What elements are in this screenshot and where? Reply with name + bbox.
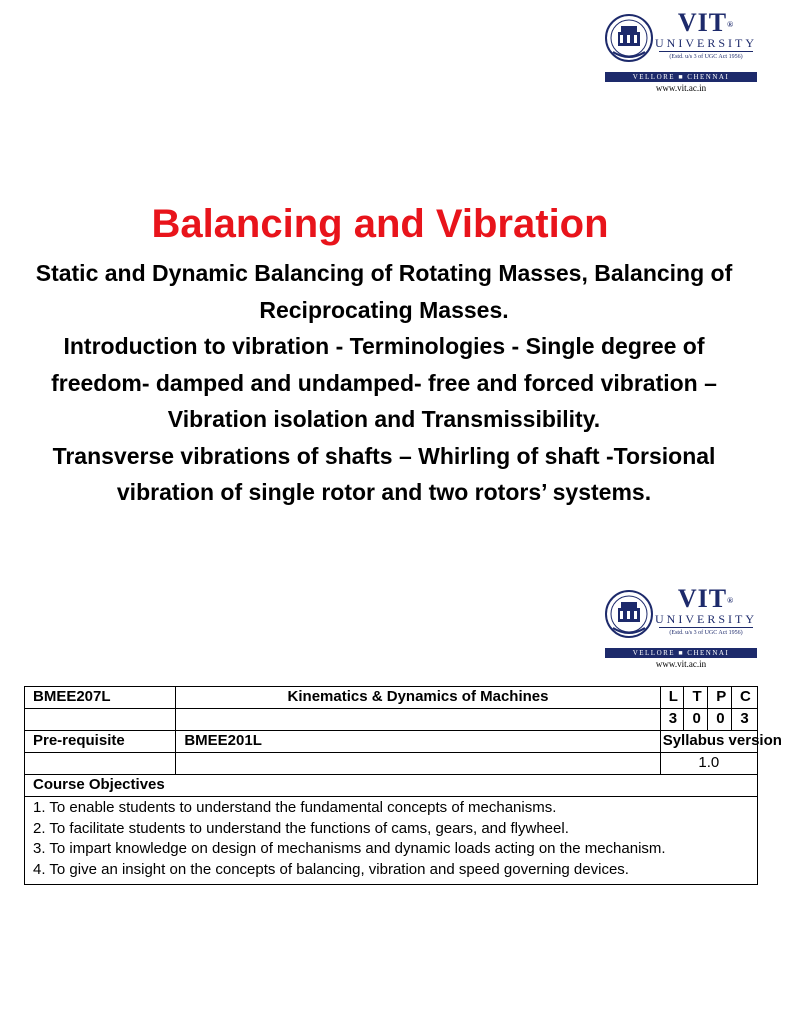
table-row <box>25 687 758 709</box>
objective-item: 3. To impart knowledge on design of mechanisms and dynamic loads acting on the mechanism. <box>33 840 666 857</box>
logo-subtitle: UNIVERSITY <box>655 36 757 50</box>
logo-established: (Estd. u/s 3 of UGC Act 1956) <box>659 627 753 637</box>
table-row <box>25 753 758 775</box>
description-line: Vibration isolation and Transmissibility. <box>167 406 601 432</box>
objective-item: 1. To enable students to understand the fundamental concepts of mechanisms. <box>33 799 557 816</box>
table-row <box>25 797 758 885</box>
logo-url: www.vit.ac.in <box>655 659 707 669</box>
version-value: 1.0 <box>660 753 757 775</box>
table-row <box>25 775 758 797</box>
prereq-label: Pre-requisite <box>25 731 176 753</box>
description-line: freedom- damped and undamped- free and forced vibration – <box>51 369 717 396</box>
logo-registered-mark: ® <box>727 20 735 29</box>
logo-location-band: VELLORE ■ CHENNAI <box>605 648 757 658</box>
syllabus-table <box>24 686 782 885</box>
vit-logo <box>605 584 757 669</box>
logo-registered-mark: ® <box>727 596 735 605</box>
empty-cell <box>25 709 176 731</box>
ltpc-header: P <box>708 687 732 709</box>
ltpc-value: 0 <box>684 709 708 731</box>
table-row <box>25 709 758 731</box>
logo-name: VIT <box>677 8 728 37</box>
table-row <box>25 731 758 753</box>
empty-cell <box>176 709 660 731</box>
logo-wordmark <box>655 586 757 637</box>
ltpc-header: C <box>732 687 758 709</box>
empty-cell <box>25 753 176 775</box>
logo-url: www.vit.ac.in <box>655 83 707 93</box>
slide-description <box>0 255 788 511</box>
ltpc-value: 3 <box>732 709 758 731</box>
ltpc-value: 3 <box>660 709 684 731</box>
course-code: BMEE207L <box>25 687 176 709</box>
university-seal-icon <box>605 588 653 646</box>
logo-established: (Estd. u/s 3 of UGC Act 1956) <box>659 51 753 61</box>
objectives-heading: Course Objectives <box>25 775 758 797</box>
ltpc-header: L <box>660 687 684 709</box>
vit-logo <box>605 8 757 93</box>
logo-name: VIT <box>677 584 728 613</box>
university-seal-icon <box>605 12 653 70</box>
empty-cell <box>176 753 660 775</box>
logo-location-band: VELLORE ■ CHENNAI <box>605 72 757 82</box>
version-label: Syllabus version <box>660 731 757 753</box>
ltpc-header: T <box>684 687 708 709</box>
description-line: Static and Dynamic Balancing of Rotating Masses, Balancing of <box>35 260 733 286</box>
ltpc-value: 0 <box>708 709 732 731</box>
objective-item: 4. To give an insight on the concepts of balancing, vibration and speed governing devices. <box>33 860 629 878</box>
logo-wordmark <box>655 10 757 61</box>
description-line: Introduction to vibration - Terminologies - Single degree of <box>63 333 705 359</box>
slide-title: Balancing and Vibration <box>151 202 609 246</box>
prereq-value: BMEE201L <box>176 731 660 753</box>
objective-item: 2. To facilitate students to understand the functions of cams, gears, and flywheel. <box>33 819 569 837</box>
description-line: Reciprocating Masses. <box>259 296 509 323</box>
description-line: vibration of single rotor and two rotors’ systems. <box>116 479 652 505</box>
objectives-cell <box>25 797 758 885</box>
logo-subtitle: UNIVERSITY <box>655 612 757 626</box>
description-line: Transverse vibrations of shafts – Whirling of shaft -Torsional <box>52 442 716 469</box>
course-title: Kinematics & Dynamics of Machines <box>176 687 660 709</box>
